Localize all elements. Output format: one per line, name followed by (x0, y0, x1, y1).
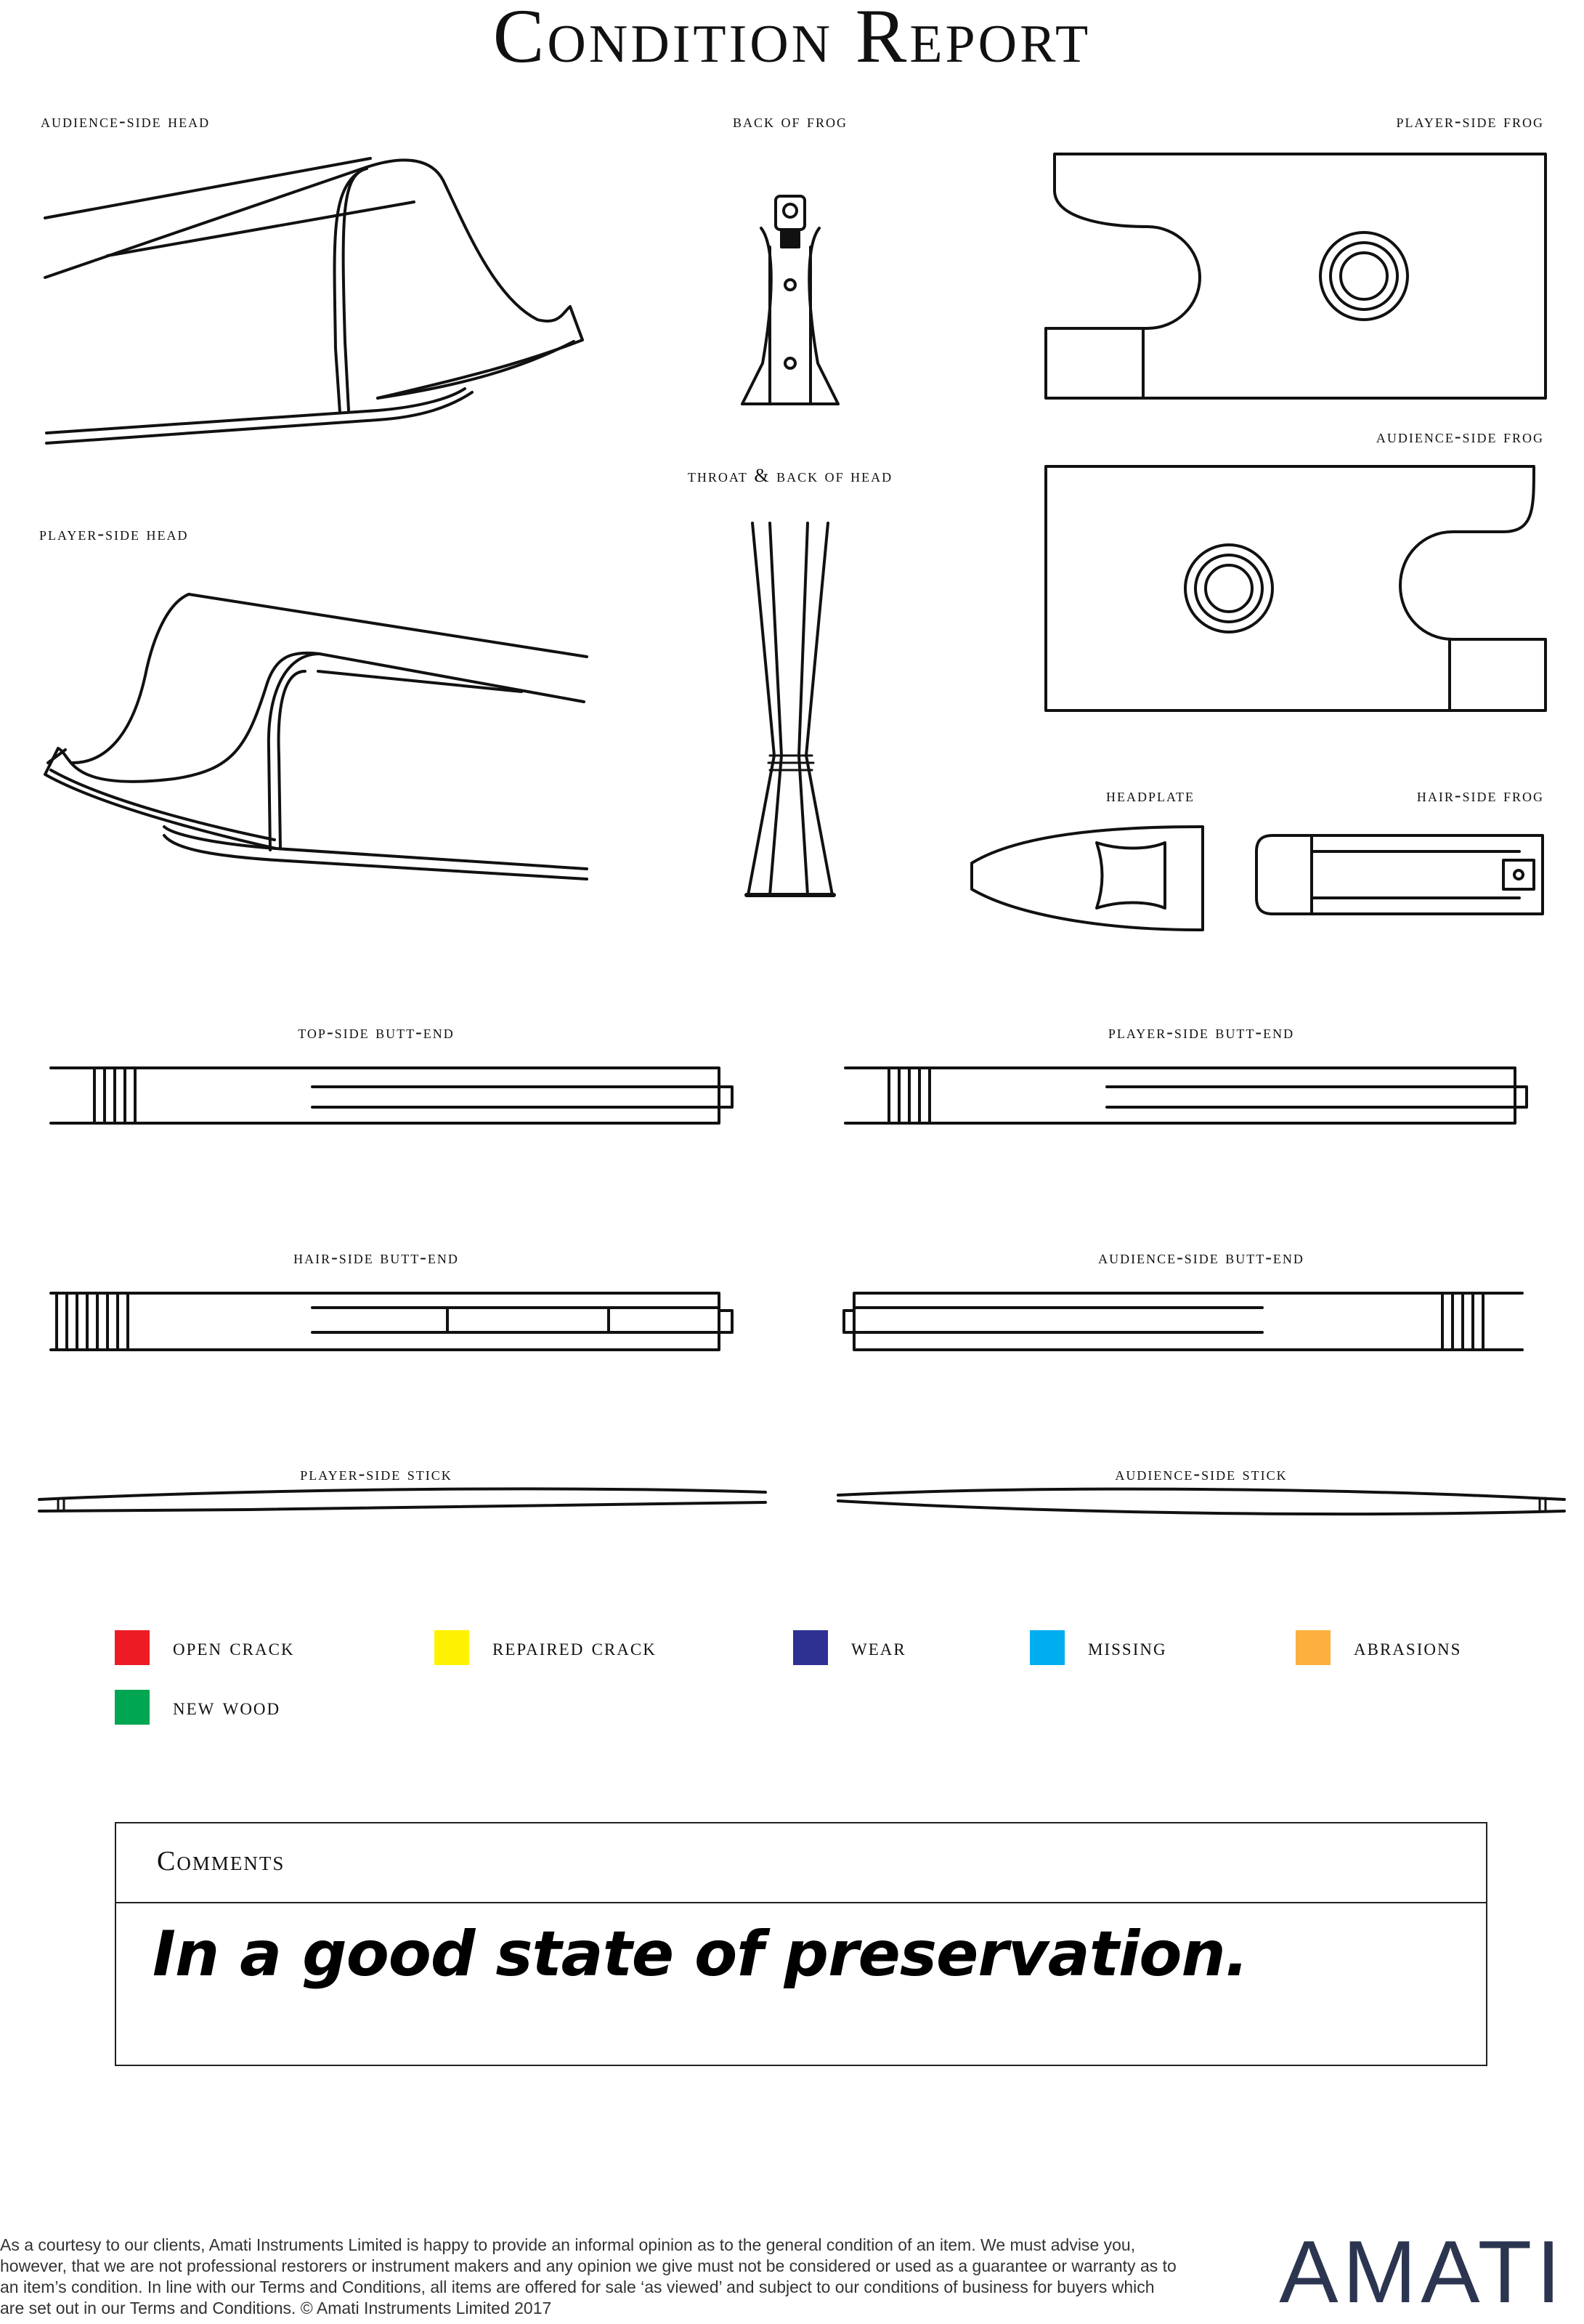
hair-side-butt-end-drawing (51, 1293, 732, 1350)
comments-label: Comments (157, 1846, 285, 1876)
audience-side-butt-end-drawing (844, 1293, 1522, 1350)
top-side-butt-end-drawing (51, 1068, 732, 1123)
headplate-drawing (972, 827, 1203, 930)
player-side-head-drawing (45, 594, 587, 879)
label-player-side-head: player-side head (39, 523, 189, 544)
hair-side-frog-drawing (1256, 835, 1543, 914)
legend-label-repaired-crack: repaired crack (492, 1635, 657, 1661)
page-title: Condition Report (492, 0, 1092, 78)
comments-header (116, 1823, 1486, 1903)
label-hair-side-butt-end: hair-side butt-end (293, 1247, 459, 1268)
label-audience-side-butt-end: audience-side butt-end (1098, 1247, 1304, 1268)
legend-label-wear: wear (851, 1635, 906, 1661)
label-back-of-frog: back of frog (732, 110, 848, 131)
label-player-side-butt-end: player-side butt-end (1108, 1021, 1295, 1042)
disclaimer-text: As a courtesy to our clients, Amati Instruments Limited is happy to provide an informal opinion as to the general condition of an item. We must advise you, however, that we are not professional restorers or instrument makers and any opinion we give must not be considered or used as a guarantee or warranty as to an item’s condition. In line with our Terms and Conditions, all items are offered for sale ‘as viewed’ and subject to our conditions of business for buyers which are set out in our Terms and Conditions. © Amati Instruments Limited 2017 (0, 2235, 1177, 2317)
brand-logo: AMATI (1279, 2222, 1565, 2321)
label-audience-side-head: audience-side head (41, 110, 211, 131)
legend-label-missing: missing (1088, 1635, 1167, 1661)
comments-box (115, 1822, 1487, 2066)
legend-swatch-wear (793, 1630, 828, 1665)
back-of-frog-drawing (742, 196, 838, 404)
label-throat-back-of-head: throat & back of head (687, 465, 893, 486)
legend-swatch-abrasions (1296, 1630, 1331, 1665)
label-top-side-butt-end: top-side butt-end (298, 1021, 455, 1042)
comments-handwritten-text: In a good state of preservation. (153, 1918, 1248, 1991)
player-side-butt-end-drawing (845, 1068, 1527, 1123)
audience-side-head-drawing (45, 158, 582, 443)
legend-swatch-open-crack (115, 1630, 150, 1665)
player-side-frog-drawing (1046, 154, 1546, 398)
throat-drawing (747, 523, 834, 895)
label-headplate: headplate (1106, 785, 1195, 806)
legend-swatch-new-wood (115, 1690, 150, 1725)
player-side-stick-drawing (39, 1489, 765, 1511)
legend-label-open-crack: open crack (173, 1635, 295, 1661)
label-audience-side-frog: audience-side frog (1376, 426, 1544, 447)
legend-label-abrasions: abrasions (1354, 1635, 1462, 1661)
audience-side-frog-drawing (1046, 466, 1546, 710)
audience-side-stick-drawing (838, 1489, 1564, 1514)
legend-label-new-wood: new wood (173, 1694, 281, 1720)
label-player-side-stick: player-side stick (300, 1463, 452, 1484)
legend-swatch-repaired-crack (434, 1630, 469, 1665)
label-hair-side-frog: hair-side frog (1416, 785, 1544, 806)
legend-swatch-missing (1030, 1630, 1065, 1665)
label-audience-side-stick: audience-side stick (1115, 1463, 1288, 1484)
label-player-side-frog: player-side frog (1396, 110, 1544, 131)
